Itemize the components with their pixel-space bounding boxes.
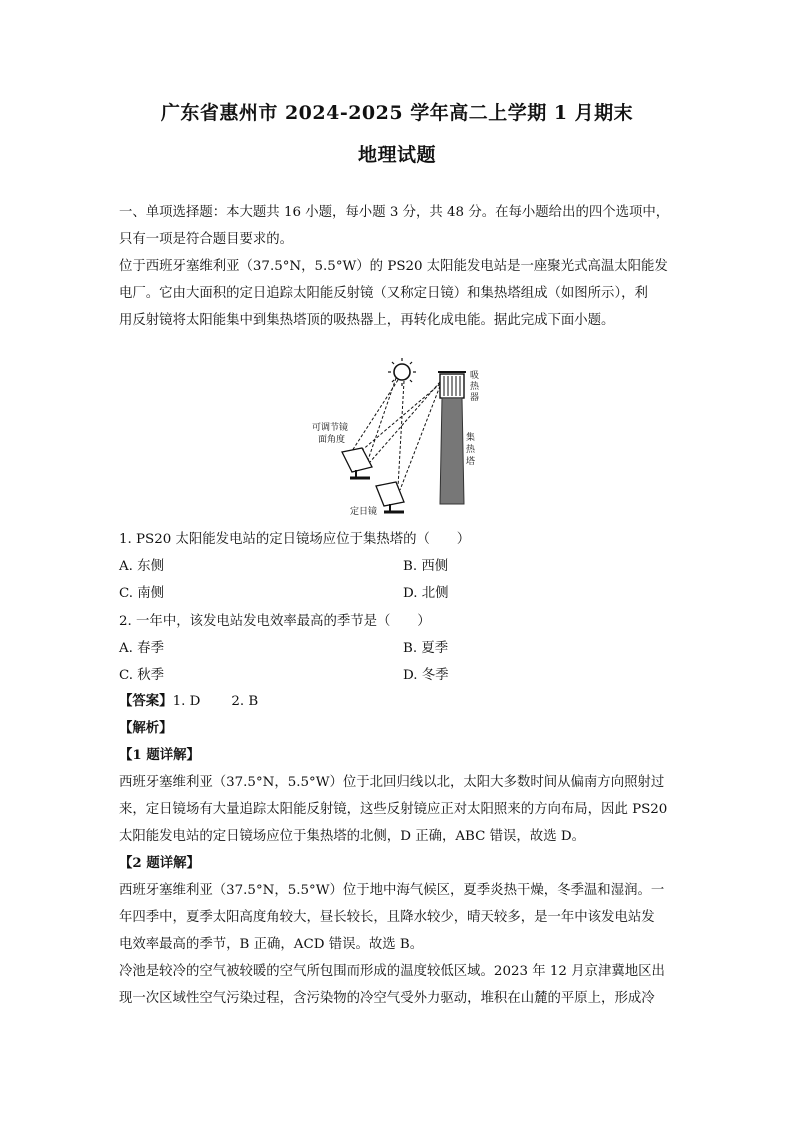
heliostat-mirror-1 (342, 448, 372, 478)
option-1a: A. 东侧 (119, 559, 164, 574)
option-2c: C. 秋季 (119, 668, 165, 683)
heat-tower-icon (438, 372, 466, 504)
document-subtitle: 地理试题 (357, 144, 436, 166)
answer-text: 1. D 2. B (172, 694, 259, 709)
option-2d: D. 冬季 (403, 668, 449, 683)
q2-detail-line: 西班牙塞维利亚（37.5°N，5.5°W）位于地中海气候区，夏季炎热干燥，冬季温和湿润。一 (119, 883, 665, 898)
next-passage-line: 冷池是较冷的空气被较暖的空气所包围而形成的温度较低区域。2023 年 12 月京津冀地区出 (119, 964, 665, 979)
label-absorber: 器 (470, 393, 480, 403)
label-absorber: 吸 (470, 371, 480, 381)
q2-detail-line: 年四季中，夏季太阳高度角较大，昼长较长，且降水较少，晴天较多，是一年中该发电站发 (119, 910, 655, 925)
intro-line: 电厂。它由大面积的定日追踪太阳能反射镜（又称定日镜）和集热塔组成（如图所示），利 (119, 286, 648, 301)
question-1-stem: 1. PS20 太阳能发电站的定日镜场应位于集热塔的（ ） (119, 532, 471, 547)
heliostat-mirror-2 (376, 482, 404, 512)
next-passage-line: 现一次区域性空气污染过程，含污染物的冷空气受外力驱动，堆积在山麓的平原上，形成冷 (119, 991, 655, 1006)
q1-detail-line: 来，定日镜场有大量追踪太阳能反射镜，这些反射镜应正对太阳照来的方向布局，因此 PS20 (119, 802, 668, 817)
q2-detail-heading: 【2 题详解】 (119, 855, 200, 871)
q2-detail-line: 电效率最高的季节，B 正确，ACD 错误。故选 B。 (119, 937, 424, 952)
option-2a: A. 春季 (119, 641, 164, 656)
label-adjustable: 面角度 (318, 435, 346, 445)
question-2-stem: 2. 一年中，该发电站发电效率最高的季节是（ ） (119, 614, 431, 629)
label-heliostat: 定日镜 (350, 507, 378, 517)
label-tower: 热 (466, 445, 476, 455)
section-line: 只有一项是符合题目要求的。 (119, 232, 294, 247)
label-tower: 塔 (466, 457, 476, 467)
option-1b: B. 西侧 (403, 559, 449, 574)
section-instructions (119, 199, 685, 334)
intro-line: 位于西班牙塞维利亚（37.5°N，5.5°W）的 PS20 太阳能发电站是一座聚光式高温太阳能发 (119, 259, 668, 274)
sun-icon (388, 358, 416, 386)
q1-detail-line: 太阳能发电站的定日镜场应位于集热塔的北侧，D 正确，ABC 错误，故选 D。 (119, 829, 585, 844)
solar-tower-figure (312, 352, 492, 522)
sun-rays (350, 378, 440, 490)
label-tower: 集 (466, 433, 476, 443)
q1-detail-heading: 【1 题详解】 (119, 747, 200, 763)
label-absorber: 热 (470, 382, 480, 392)
option-1c: C. 南侧 (119, 586, 165, 601)
answer-section (119, 688, 685, 1012)
q1-detail-line: 西班牙塞维利亚（37.5°N，5.5°W）位于北回归线以北，太阳大多数时间从偏南方向照射过 (119, 775, 665, 790)
label-adjustable: 可调节镜 (312, 423, 349, 433)
intro-line: 用反射镜将太阳能集中到集热塔顶的吸热器上，再转化成电能。据此完成下面小题。 (119, 313, 615, 328)
option-1d: D. 北侧 (403, 586, 449, 601)
answer-label: 【答案】 (119, 693, 173, 709)
analysis-label: 【解析】 (119, 720, 173, 736)
option-2b: B. 夏季 (403, 641, 449, 656)
document-title: 广东省惠州市 2024-2025 学年高二上学期 1 月期末 (160, 102, 634, 124)
section-line: 一、单项选择题：本大题共 16 小题，每小题 3 分，共 48 分。在每小题给出的四个选项中， (119, 205, 670, 220)
